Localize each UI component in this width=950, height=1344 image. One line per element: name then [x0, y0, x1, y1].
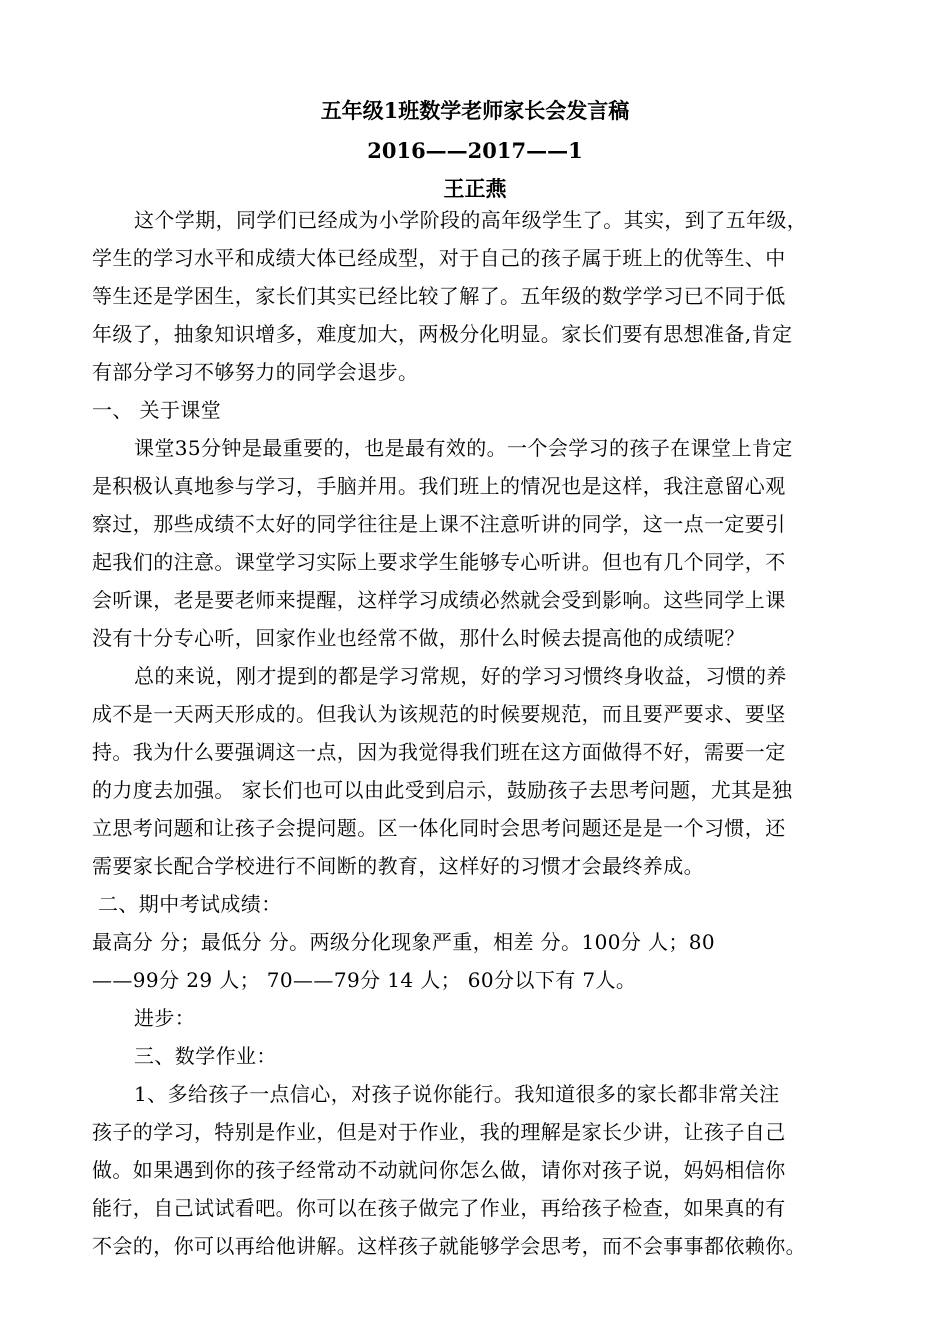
paragraph-line: 察过，那些成绩不太好的同学往往是上课不注意听讲的同学，这一点一定要引: [92, 512, 786, 536]
score-line: 最高分 分；最低分 分。两级分化现象严重，相差 分。100分 人；80: [92, 930, 716, 954]
paragraph-line: 起我们的注意。课堂学习实际上要求学生能够专心听讲。但也有几个同学，不: [92, 550, 786, 574]
paragraph-line: 1、多给孩子一点信心，对孩子说你能行。我知道很多的家长都非常关注: [134, 1082, 780, 1106]
paragraph-line: 学生的学习水平和成绩大体已经成型，对于自己的孩子属于班上的优等生、中: [92, 246, 786, 270]
paragraph-line: 立思考问题和让孩子会提问题。区一体化同时会思考问题还是是一个习惯，还: [92, 816, 786, 840]
section-heading-homework: 三、数学作业：: [134, 1044, 277, 1068]
paragraph-line: 没有十分专心听，回家作业也经常不做，那什么时候去提高他的成绩呢？: [92, 626, 745, 650]
paragraph-line: 是积极认真地参与学习，手脑并用。我们班上的情况也是这样，我注意留心观: [92, 474, 786, 498]
paragraph-line: 课堂35分钟是最重要的，也是最有效的。一个会学习的孩子在课堂上肯定: [134, 436, 793, 460]
paragraph-line: 有部分学习不够努力的同学会退步。: [92, 360, 419, 384]
paragraph-line: 这个学期，同学们已经成为小学阶段的高年级学生了。其实，到了五年级，: [134, 208, 808, 232]
paragraph-line: 等生还是学困生，家长们其实已经比较了解了。五年级的数学学习已不同于低: [92, 284, 786, 308]
paragraph-line: 需要家长配合学校进行不间断的教育，这样好的习惯才会最终养成。: [92, 854, 704, 878]
section-heading-classroom: 一、 关于课堂: [92, 398, 222, 422]
paragraph-line: 成不是一天两天形成的。但我认为该规范的时候要规范，而且要严要求、要坚: [92, 702, 786, 726]
paragraph-line: 总的来说，刚才提到的都是学习常规，好的学习习惯终身收益，习惯的养: [134, 664, 787, 688]
paragraph-line: 能行，自己试试看吧。你可以在孩子做完了作业，再给孩子检查，如果真的有: [92, 1196, 786, 1220]
paragraph-line: 不会的，你可以再给他讲解。这样孩子就能够学会思考，而不会事事都依赖你。: [92, 1234, 806, 1258]
paragraph-line: 的力度去加强。 家长们也可以由此受到启示，鼓励孩子去思考问题，尤其是独: [92, 778, 793, 802]
paragraph-line: 年级了，抽象知识增多，难度加大，两极分化明显。家长们要有思想准备,肯定: [92, 322, 793, 346]
author-name: 王正燕: [443, 176, 507, 201]
paragraph-line: 做。如果遇到你的孩子经常动不动就问你怎么做，请你对孩子说，妈妈相信你: [92, 1158, 786, 1182]
paragraph-line: 持。我为什么要强调这一点，因为我觉得我们班在这方面做得不好，需要一定: [92, 740, 786, 764]
progress-label: 进步：: [134, 1006, 196, 1030]
document-title: 五年级1班数学老师家长会发言稿: [320, 98, 630, 123]
paragraph-line: 会听课，老是要老师来提醒，这样学习成绩必然就会受到影响。这些同学上课: [92, 588, 786, 612]
paragraph-line: 孩子的学习，特别是作业，但是对于作业，我的理解是家长少讲，让孩子自己: [92, 1120, 786, 1144]
date-line: 2016——2017——1: [367, 138, 583, 163]
section-heading-midterm: 二、期中考试成绩：: [98, 892, 282, 916]
score-line: ——99分 29 人； 70——79分 14 人； 60分以下有 7人。: [92, 968, 637, 992]
